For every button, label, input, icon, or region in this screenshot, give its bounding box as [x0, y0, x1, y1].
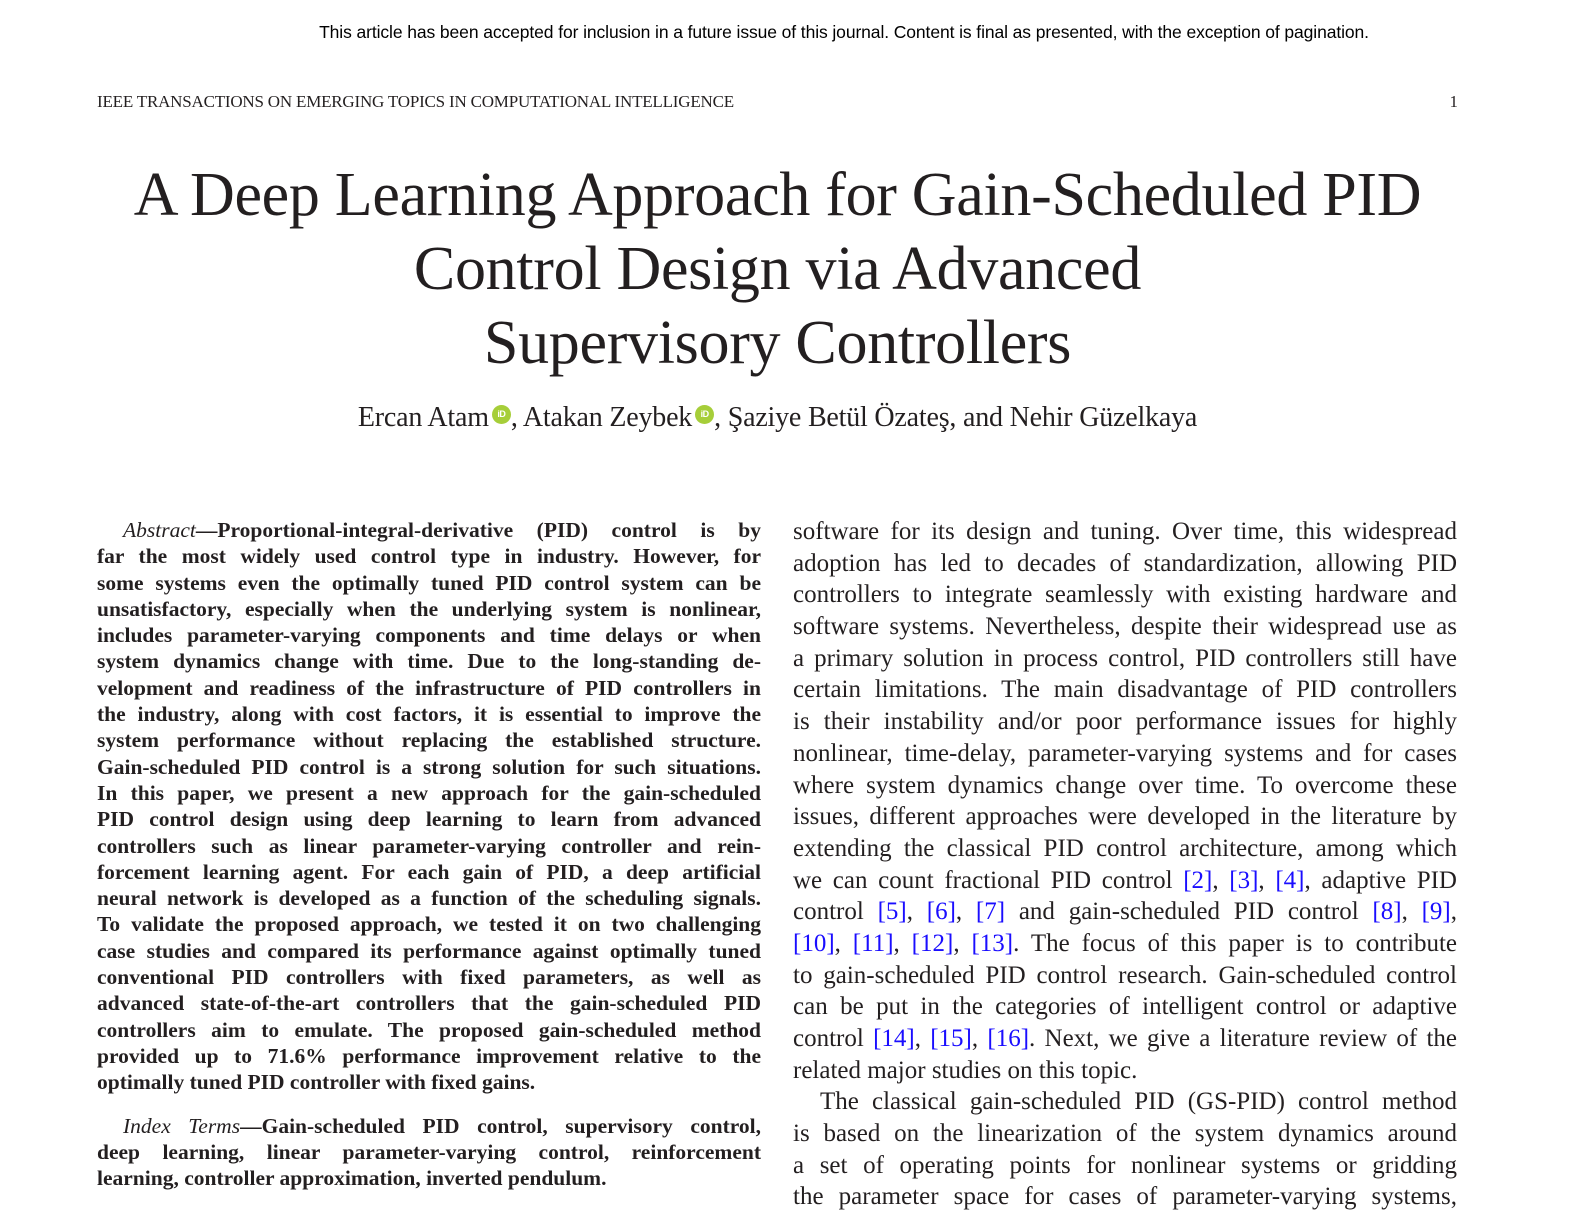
citation-link[interactable]: [8] [1372, 898, 1402, 926]
body-text-line [793, 738, 1457, 770]
index-terms [97, 1113, 761, 1192]
abstract-line: Gain-scheduled PID control is a strong solution for such situations. [97, 754, 761, 779]
abstract-line: PID control design using deep learning to learn from advanced [97, 807, 761, 832]
body-text: extending the classical PID control architecture, among which [793, 834, 1457, 862]
abstract-line: velopment and readiness of the infrastructure of PID controllers in [97, 675, 761, 700]
abstract-line: the industry, along with cost factors, it is essential to improve the [97, 702, 761, 727]
abstract-line: includes parameter-varying components and time delays or when [97, 623, 761, 648]
body-text-line [793, 991, 1457, 1023]
body-text-line [793, 896, 1457, 928]
body-text: we can count fractional PID control [793, 866, 1184, 894]
index-terms-line: Index Terms—Gain-scheduled PID control, supervisory control, [123, 1113, 761, 1138]
abstract-line: provided up to 71.6% performance improvement relative to the [97, 1043, 761, 1068]
left-column [97, 517, 761, 1191]
citation-link[interactable]: [5] [877, 898, 907, 926]
body-text: is based on the linearization of the system dynamics around [793, 1120, 1457, 1148]
body-text-line [793, 801, 1457, 833]
body-text-line [793, 833, 1457, 865]
body-text-line [793, 1150, 1457, 1182]
title-line: Supervisory Controllers [483, 309, 1072, 377]
citation-link[interactable]: [13] [971, 929, 1014, 957]
body-text-line [793, 643, 1457, 675]
body-text: related major studies on this topic. [793, 1056, 1138, 1084]
citation-link[interactable]: [3] [1229, 866, 1259, 894]
body-text-line [793, 1023, 1457, 1055]
body-text: nonlinear, time-delay, parameter-varying systems and for cases [793, 739, 1457, 767]
abstract-line: far the most widely used control type in industry. However, for [97, 544, 761, 569]
body-text: adoption has led to decades of standardization, allowing PID [793, 549, 1457, 577]
right-column-body-text [793, 516, 1457, 1213]
title-line: A Deep Learning Approach for Gain-Scheduled PID [133, 161, 1422, 229]
index-terms-label: Index Terms [123, 1113, 241, 1138]
body-text-line [793, 1181, 1457, 1213]
body-text-line [793, 928, 1457, 960]
body-text-line [793, 611, 1457, 643]
author-name: Şaziye Betül Özateş [727, 402, 950, 433]
body-text-line [793, 770, 1457, 802]
author-name: Ercan Atam [357, 402, 489, 433]
index-terms-line: learning, controller approximation, inverted pendulum. [97, 1166, 607, 1191]
abstract-line: neural network is developed as a function of the scheduling signals. [97, 886, 761, 911]
abstract-line: To validate the proposed approach, we tested it on two challenging [97, 912, 761, 937]
citation-link[interactable]: [16] [987, 1025, 1030, 1052]
body-text: a primary solution in process control, PID controllers still have [793, 644, 1457, 672]
page-number: 1 [1449, 92, 1458, 111]
abstract-line: In this paper, we present a new approach for the gain-scheduled [97, 780, 761, 805]
paper-title [0, 158, 1555, 380]
acceptance-notice: This article has been accepted for inclusion in a future issue of this journal. Content is final as presented, with the exception of pagination. [319, 22, 1369, 42]
body-text: can be put in the categories of intelligent control or adaptive [793, 993, 1457, 1021]
body-text: and gain-scheduled PID control [1005, 898, 1373, 926]
citation-link[interactable]: [14] [873, 1025, 915, 1052]
body-text: , [1258, 866, 1276, 894]
body-text: , [953, 929, 972, 957]
author-name: Nehir Güzelkaya [1009, 402, 1198, 433]
body-text: , adaptive PID [1304, 866, 1457, 894]
abstract-line: Abstract—Proportional-integral-derivative (PID) control is by [123, 518, 761, 542]
citation-link[interactable]: [12] [911, 929, 954, 957]
body-text: , [1401, 898, 1422, 926]
abstract-line: case studies and compared its performance against optimally tuned [97, 938, 761, 963]
orcid-icon[interactable]: iD [695, 405, 714, 424]
abstract-line: some systems even the optimally tuned PID control system can be [97, 570, 761, 595]
body-text-line [793, 674, 1457, 706]
body-text: control [793, 898, 878, 926]
body-text: where system dynamics change over time. To overcome these [793, 771, 1457, 799]
body-text: , [834, 929, 853, 957]
body-text: , [906, 898, 927, 926]
body-text-line [793, 516, 1457, 548]
body-text: . The focus of this paper is to contribute [1013, 929, 1457, 957]
body-text: The classical gain-scheduled PID (GS-PID) control method [820, 1088, 1457, 1116]
body-text: , [971, 1025, 988, 1052]
body-text: controllers to integrate seamlessly with existing hardware and [793, 581, 1457, 609]
author-name: Atakan Zeybek [522, 402, 693, 433]
body-text: , [914, 1025, 931, 1052]
body-text: a set of operating points for nonlinear systems or gridding [793, 1151, 1457, 1179]
author-separator: , and [949, 402, 1010, 433]
body-text: to gain-scheduled PID control research. Gain-scheduled control [793, 961, 1457, 989]
orcid-icon[interactable]: iD [492, 405, 511, 424]
body-text: certain limitations. The main disadvantage of PID controllers [793, 676, 1457, 704]
author-list [0, 402, 1555, 434]
body-text: , [1212, 866, 1230, 894]
citation-link[interactable]: [11] [852, 929, 894, 957]
body-text-line [793, 1086, 1457, 1118]
body-text: software systems. Nevertheless, despite their widespread use as [793, 613, 1457, 641]
body-text: , [893, 929, 912, 957]
body-text-line [793, 865, 1457, 897]
abstract-line: conventional PID controllers with fixed parameters, as well as [97, 965, 761, 990]
body-text-line [793, 706, 1457, 738]
body-text: . Next, we give a literature review of the [1029, 1025, 1457, 1052]
citation-link[interactable]: [7] [975, 898, 1006, 926]
body-text: the parameter space for cases of parameter-varying systems, [793, 1183, 1457, 1211]
abstract-line: system dynamics change with time. Due to the long-standing de- [97, 649, 761, 674]
citation-link[interactable]: [4] [1275, 866, 1305, 894]
abstract-line: unsatisfactory, especially when the underlying system is nonlinear, [97, 596, 761, 621]
citation-link[interactable]: [15] [930, 1025, 972, 1052]
body-text-line [793, 1055, 1457, 1087]
abstract-line: controllers such as linear parameter-varying controller and rein- [97, 833, 761, 858]
citation-link[interactable]: [9] [1421, 898, 1451, 926]
index-terms-line: deep learning, linear parameter-varying control, reinforcement [97, 1139, 761, 1164]
abstract-label: Abstract [123, 518, 196, 542]
abstract-line: system performance without replacing the established structure. [97, 728, 761, 753]
citation-link[interactable]: [2] [1183, 866, 1213, 894]
body-text: , [1450, 898, 1457, 926]
author-separator: , [510, 402, 523, 433]
body-text-line [793, 548, 1457, 580]
journal-running-head: IEEE TRANSACTIONS ON EMERGING TOPICS IN COMPUTATIONAL INTELLIGENCE [97, 92, 734, 111]
body-text-line [793, 960, 1457, 992]
author-separator: , [714, 402, 728, 433]
body-text: software for its design and tuning. Over time, this widespread [793, 518, 1457, 545]
body-text: control [793, 1025, 874, 1052]
citation-link[interactable]: [6] [926, 898, 956, 926]
citation-link[interactable]: [10] [793, 929, 835, 957]
abstract-line: optimally tuned PID controller with fixed gains. [97, 1070, 536, 1095]
abstract-line: controllers aim to emulate. The proposed gain-scheduled method [97, 1017, 761, 1042]
body-text-line [793, 1118, 1457, 1150]
body-text-line [793, 579, 1457, 611]
body-text: issues, different approaches were developed in the literature by [793, 803, 1457, 831]
abstract-line: advanced state-of-the-art controllers that the gain-scheduled PID [97, 991, 761, 1016]
abstract-line: forcement learning agent. For each gain of PID, a deep artificial [97, 859, 761, 884]
abstract [97, 517, 761, 1096]
body-text: is their instability and/or poor performance issues for highly [793, 708, 1457, 736]
body-text: , [955, 898, 976, 926]
title-line: Control Design via Advanced [413, 235, 1142, 303]
